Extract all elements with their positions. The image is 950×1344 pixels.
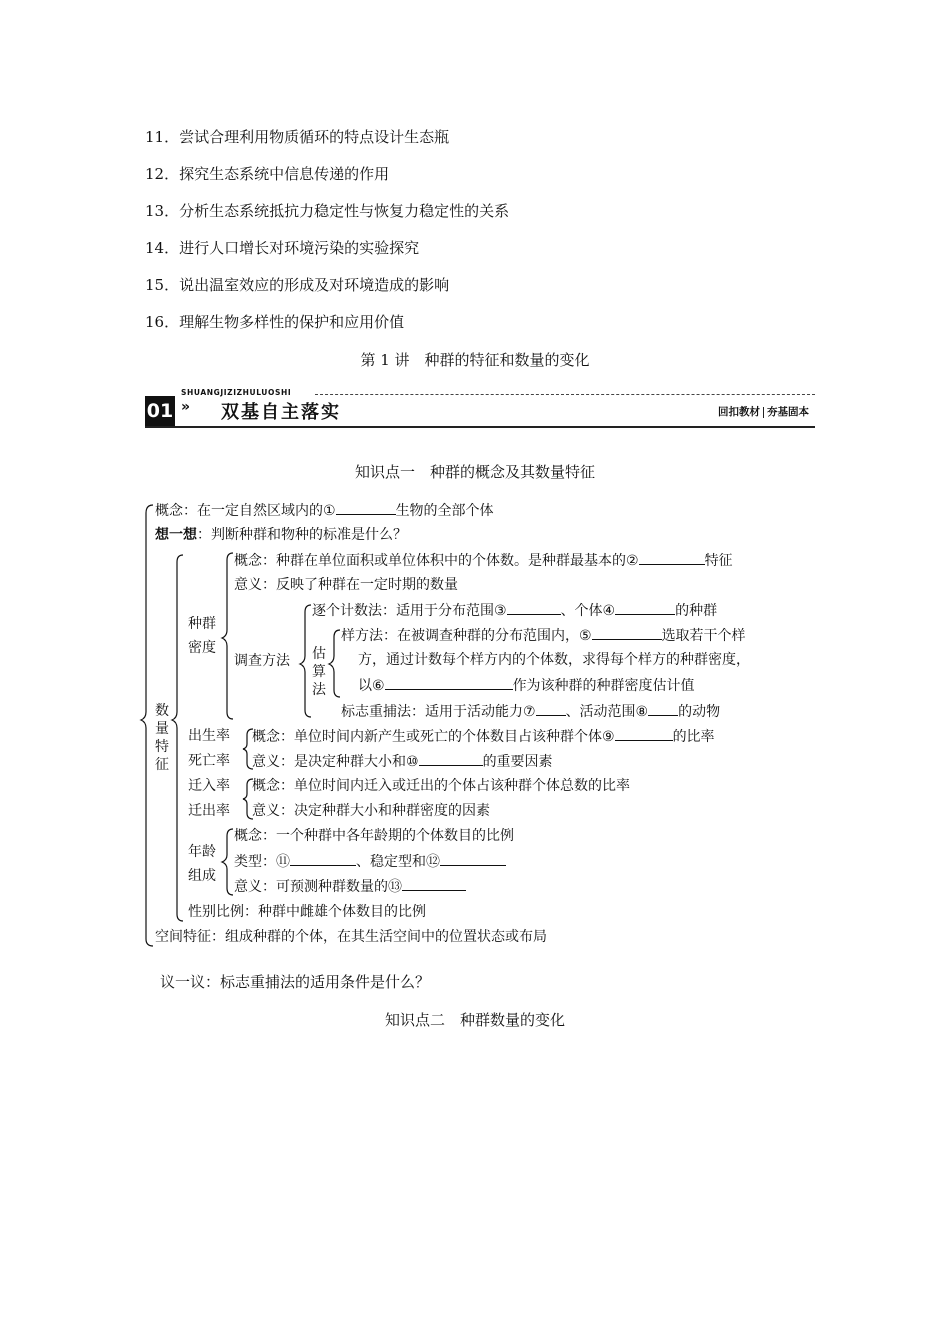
birth-concept: 概念：单位时间内新产生或死亡的个体数目占该种群个体⑨ 的比率 — [252, 729, 715, 745]
banner-tag-right: 夯基固本 — [767, 406, 809, 418]
age-label: 年龄组成 — [188, 844, 216, 884]
blank-12 — [440, 852, 506, 866]
objective-11: 11．尝试合理利用物质循环的特点设计生态瓶 — [145, 128, 450, 146]
quantity-label: 数量特征 — [155, 703, 169, 773]
quadrat-line-2: 方，通过计数每个样方内的个体数，求得每个样方的种群密度， — [358, 652, 750, 668]
blank-10 — [419, 752, 483, 766]
estimate-label: 估算法 — [312, 646, 326, 698]
age-type: 类型：⑪ 、稳定型和⑫ — [234, 852, 506, 871]
birth-meaning: 意义：是决定种群大小和⑩ 的重要因素 — [252, 754, 553, 770]
objective-12: 12．探究生态系统中信息传递的作用 — [145, 165, 390, 183]
objective-14: 14．进行人口增长对环境污染的实验探究 — [145, 239, 420, 257]
survey-brace — [300, 605, 311, 717]
section1-title: 知识点一 种群的概念及其数量特征 — [354, 463, 595, 481]
spatial-feature: 空间特征：组成种群的个体，在其生活空间中的位置状态或布局 — [155, 929, 547, 945]
quadrat-line-3: 以⑥ 作为该种群的种群密度估计值 — [358, 678, 695, 694]
concept-line: 概念：在一定自然区域内的① 生物的全部个体 — [155, 503, 494, 519]
think-line: 想一想：判断种群和物种的标准是什么？ — [155, 527, 407, 543]
blank-13 — [402, 877, 466, 891]
objective-13: 13．分析生态系统抵抗力稳定性与恢复力稳定性的关系 — [145, 202, 510, 220]
blank-2 — [639, 551, 705, 565]
blank-11 — [290, 852, 356, 866]
objective-16: 16．理解生物多样性的保护和应用价值 — [145, 313, 405, 331]
outer-brace — [141, 505, 153, 946]
migration-concept: 概念：单位时间内迁入或迁出的个体占该种群个体总数的比率 — [252, 778, 630, 794]
section2-title: 知识点二 种群数量的变化 — [384, 1011, 565, 1029]
survey-label: 调查方法 — [234, 653, 290, 669]
age-brace — [222, 829, 233, 895]
birth-label: 出生率 — [188, 728, 230, 744]
death-label: 死亡率 — [188, 753, 230, 769]
immigration-label: 迁入率 — [188, 778, 230, 794]
mark-recapture-line: 标志重捕法：适用于活动能力⑦ 、活动范围⑧ 的动物 — [341, 704, 721, 720]
discuss-question: 议一议：标志重捕法的适用条件是什么？ — [160, 973, 431, 991]
blank-6 — [385, 676, 513, 690]
quantity-brace — [172, 555, 183, 921]
banner-tag-left: 回扣教材 — [718, 406, 760, 418]
objective-15: 15．说出温室效应的形成及对环境造成的影响 — [145, 276, 450, 294]
estimate-brace — [329, 630, 340, 697]
density-meaning: 意义：反映了种群在一定时期的数量 — [234, 577, 458, 593]
quadrat-line-1: 样方法：在被调查种群的分布范围内，⑤ 选取若干个样 — [341, 628, 746, 644]
count-line: 逐个计数法：适用于分布范围③ 、个体④ 的种群 — [312, 603, 718, 619]
emigration-label: 迁出率 — [188, 803, 230, 819]
blank-3 — [507, 601, 561, 615]
blank-4 — [615, 601, 675, 615]
density-brace — [222, 553, 233, 719]
lesson-title: 第 1 讲 种群的特征和数量的变化 — [360, 351, 590, 369]
banner-title: 双基自主落实 — [221, 402, 341, 423]
blank-5 — [592, 626, 662, 640]
density-concept: 概念：种群在单位面积或单位体积中的个体数。是种群最基本的② 特征 — [234, 553, 733, 569]
blank-1 — [336, 501, 396, 515]
age-meaning: 意义：可预测种群数量的⑬ — [234, 877, 466, 896]
density-label: 种群密度 — [188, 616, 216, 656]
age-concept: 概念：一个种群中各年龄期的个体数目的比例 — [234, 828, 514, 844]
blank-9 — [615, 727, 673, 741]
banner-number: 01 — [145, 396, 175, 426]
blank-8 — [648, 702, 678, 716]
sex-ratio: 性别比例：种群中雌雄个体数目的比例 — [188, 904, 426, 920]
banner-pinyin: SHUANGJIZIZHULUOSHI — [181, 388, 292, 397]
blank-7 — [536, 702, 566, 716]
chevron-icon: » — [181, 399, 191, 415]
migration-meaning: 意义：决定种群大小和种群密度的因素 — [252, 803, 490, 819]
